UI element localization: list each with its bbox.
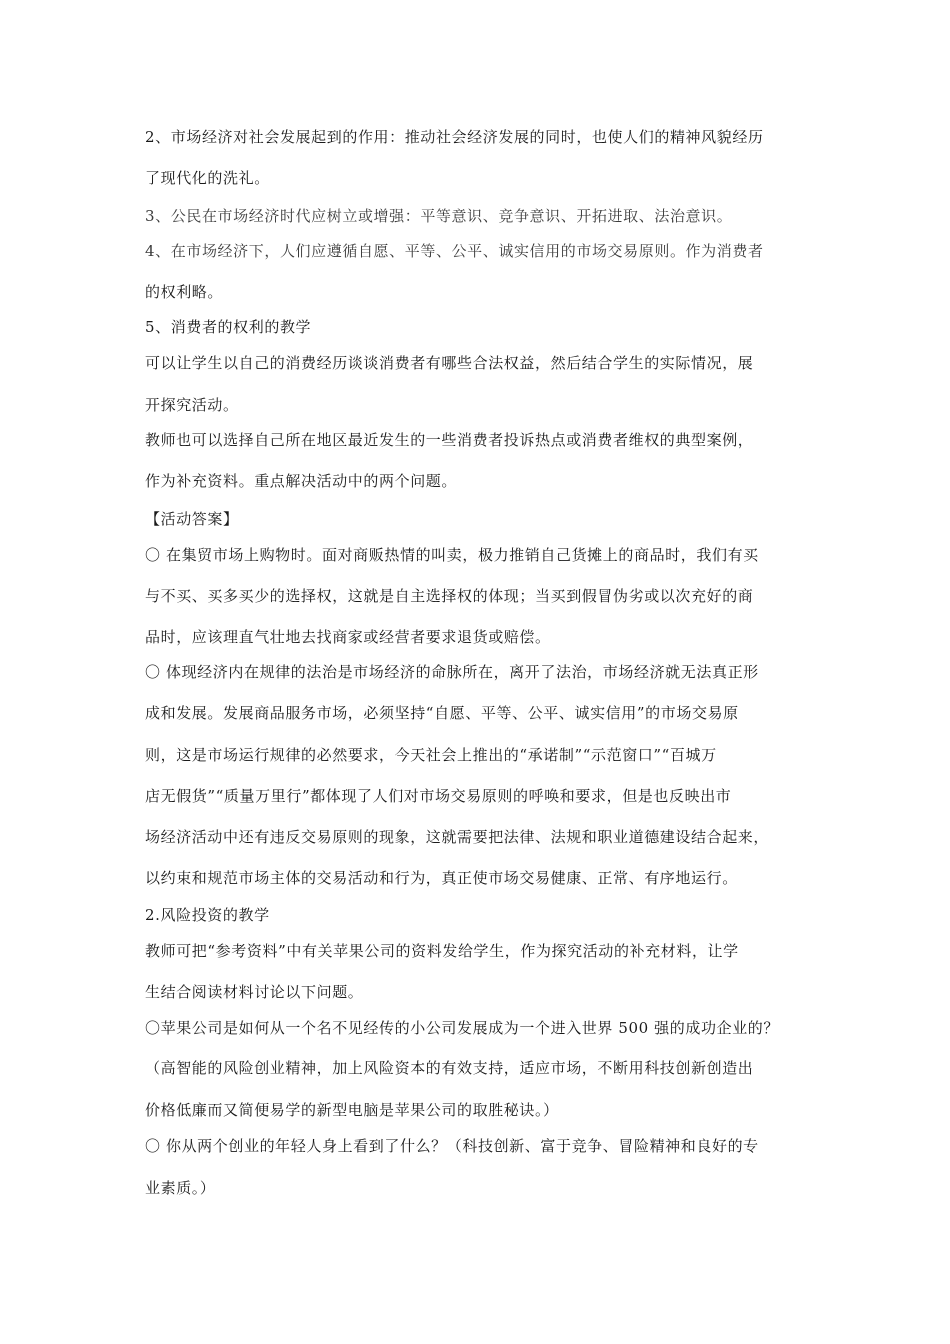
- text-line: 教师可把“参考资料”中有关苹果公司的资料发给学生，作为探究活动的补充材料，让学: [145, 942, 739, 960]
- text-line: 〇 体现经济内在规律的法治是市场经济的命脉所在，离开了法治，市场经济就无法真正形: [145, 663, 759, 681]
- text-line: 与不买、买多买少的选择权，这就是自主选择权的体现；当买到假冒伪劣或以次充好的商: [145, 587, 754, 605]
- text-line: 则，这是市场运行规律的必然要求，今天社会上推出的“承诺制”“示范窗口”“百城万: [145, 746, 717, 764]
- text-line: 〇苹果公司是如何从一个名不见经传的小公司发展成为一个进入世界 500 强的成功企业的？: [145, 1019, 779, 1037]
- text-line: 成和发展。发展商品服务市场，必须坚持“自愿、平等、公平、诚实信用”的市场交易原: [145, 704, 739, 722]
- text-line: 〇 在集贸市场上购物时。面对商贩热情的叫卖，极力推销自己货摊上的商品时，我们有买: [145, 546, 759, 564]
- text-line: 品时，应该理直气壮地去找商家或经营者要求退货或赔偿。: [145, 628, 551, 646]
- section-heading: 2.风险投资的教学: [145, 906, 270, 924]
- text-line: 生结合阅读材料讨论以下问题。: [145, 983, 364, 1001]
- text-line: 作为补充资料。重点解决活动中的两个问题。: [145, 472, 458, 490]
- text-line: 价格低廉而又简便易学的新型电脑是苹果公司的取胜秘诀。）: [145, 1101, 559, 1119]
- text-line: 了现代化的洗礼。: [145, 169, 270, 187]
- text-line: 可以让学生以自己的消费经历谈谈消费者有哪些合法权益，然后结合学生的实际情况，展: [145, 354, 754, 372]
- text-line: 的权利略。: [145, 283, 224, 301]
- section-heading: 【活动答案】: [145, 510, 239, 528]
- text-line: 开探究活动。: [145, 396, 239, 414]
- text-line: 3、公民在市场经济时代应树立或增强：平等意识、竞争意识、开拓进取、法治意识。: [145, 207, 733, 225]
- text-line: 教师也可以选择自己所在地区最近发生的一些消费者投诉热点或消费者维权的典型案例，: [145, 431, 754, 449]
- text-line: 4、在市场经济下，人们应遵循自愿、平等、公平、诚实信用的市场交易原则。作为消费者: [145, 242, 764, 260]
- text-line: 店无假货”“质量万里行”都体现了人们对市场交易原则的呼唤和要求，但是也反映出市: [145, 787, 732, 805]
- text-line: 〇 你从两个创业的年轻人身上看到了什么？（科技创新、富于竞争、冒险精神和良好的专: [145, 1137, 759, 1155]
- text-line: （高智能的风险创业精神，加上风险资本的有效支持，适应市场，不断用科技创新创造出: [145, 1059, 754, 1077]
- text-line: 以约束和规范市场主体的交易活动和行为，真正使市场交易健康、正常、有序地运行。: [145, 869, 738, 887]
- text-line: 业素质。）: [145, 1179, 216, 1197]
- section-heading: 5、消费者的权利的教学: [145, 318, 312, 336]
- text-line: 2、市场经济对社会发展起到的作用：推动社会经济发展的同时，也使人们的精神风貌经历: [145, 128, 764, 146]
- text-line: 场经济活动中还有违反交易原则的现象，这就需要把法律、法规和职业道德建设结合起来，: [145, 828, 770, 846]
